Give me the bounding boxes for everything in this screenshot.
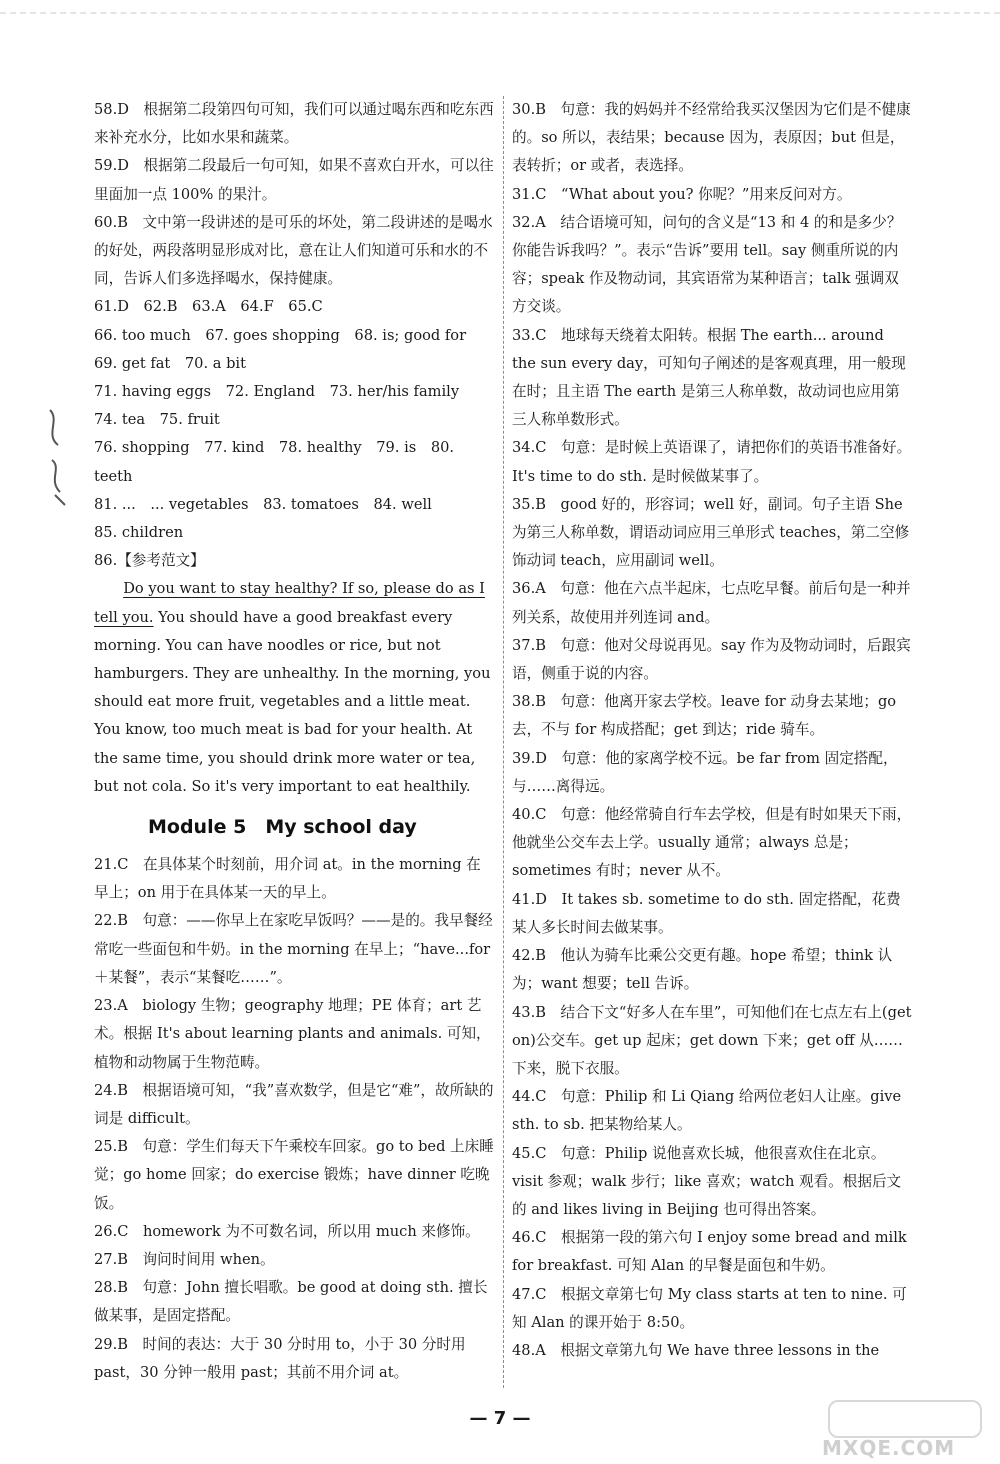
essay-body: You should have a good breakfast every morning. You can have noodles or rice, but not hamburgers. They are unhealthy. In the morning, you should eat more fruit, vegetables and a little meat. You know, too much meat is bad for your health. At the same time, you should drink more water or tea, but not cola. So it's very important to eat healthily. — [94, 608, 491, 795]
answer-entry: 38.B 句意：他离开家去学校。leave for 动身去某地；go 去，不与 for 构成搭配；get 到达；ride 骑车。 — [512, 693, 897, 739]
answer-entry: 22.B 句意：——你早上在家吃早饭吗？——是的。我早餐经常吃一些面包和牛奶。in the morning 在早上；“have...for＋某餐”，表示“某餐吃……”。 — [94, 912, 493, 986]
answer-entry: 34.C 句意：是时候上英语课了，请把你们的英语书准备好。It's time to do sth. 是时候做某事了。 — [512, 439, 912, 485]
page-number: — 7 — — [469, 1408, 531, 1429]
answer-entry: 37.B 句意：他对父母说再见。say 作为及物动词时，后跟宾语，侧重于说的内容。 — [512, 636, 911, 683]
answer-entry: 44.C 句意：Philip 和 Li Qiang 给两位老妇人让座。give sth. to sb. 把某物给某人。 — [512, 1088, 902, 1134]
model-essay — [94, 575, 494, 801]
answer-entry: 35.B good 好的，形容词；well 好，副词。句子主语 She 为第三人称单数，谓语动词应用三单形式 teaches，第二空修饰动词 teach，应用副词 well。 — [512, 495, 910, 570]
answer-entry: 66. too much 67. goes shopping 68. is; good for — [94, 326, 467, 344]
answer-entry: 25.B 句意：学生们每天下午乘校车回家。go to bed 上床睡觉；go home 回家；do exercise 锻炼；have dinner 吃晚饭。 — [94, 1138, 494, 1212]
answer-entry: 29.B 时间的表达：大于 30 分时用 to，小于 30 分时用 past，30 分钟一般用 past；其前不用介词 at。 — [94, 1335, 466, 1381]
watermark-text: MXQE.COM — [822, 1436, 956, 1460]
answer-entry: 41.D It takes sb. sometime to do sth. 固定搭配，花费某人多长时间去做某事。 — [512, 890, 901, 936]
answer-entry: 36.A 句意：他在六点半起床，七点吃早餐。前后句是一种并列关系，故使用并列连词 and。 — [512, 580, 911, 626]
right-column — [512, 96, 912, 1365]
answer-entry: 28.B 句意：John 擅长唱歌。be good at doing sth. 擅长做某事，是固定搭配。 — [94, 1279, 488, 1325]
watermark-logo — [800, 1398, 1000, 1464]
answer-entry: 33.C 地球每天绕着太阳转。根据 The earth... around the sun every day，可知句子阐述的是客观真理，用一般现在时；且主语 The earth 是第三人称单数，故动词也应用第三人称单数形式。 — [512, 326, 906, 429]
left-column — [94, 96, 494, 1387]
answer-entry: 21.C 在具体某个时刻前，用介词 at。in the morning 在早上；on 用于在具体某一天的早上。 — [94, 856, 481, 902]
answer-entry: 31.C “What about you? 你呢？”用来反问对方。 — [512, 185, 852, 203]
answer-entry: 81. ... ... vegetables 83. tomatoes 84. well — [94, 495, 432, 513]
answer-entry: 30.B 句意：我的妈妈并不经常给我买汉堡因为它们是不健康的。so 所以，表结果；because 因为，表原因；but 但是，表转折；or 或者，表选择。 — [512, 101, 911, 175]
answer-entry: 85. children — [94, 524, 184, 542]
answer-list-b — [94, 851, 494, 1387]
answer-entry: 74. tea 75. fruit — [94, 411, 220, 429]
answer-entry: 27.B 询问时间用 when。 — [94, 1250, 275, 1268]
answer-entry: 60.B 文中第一段讲述的是可乐的坏处，第二段讲述的是喝水的好处，两段落明显形成对比，意在让人们知道可乐和水的不同，告诉人们多选择喝水，保持健康。 — [94, 213, 493, 288]
answer-list-right — [512, 96, 912, 1365]
column-divider — [503, 96, 504, 1388]
answer-entry: 47.C 根据文章第七句 My class starts at ten to nine. 可知 Alan 的课开始于 8:50。 — [512, 1285, 907, 1331]
top-dashed-rule — [0, 12, 1000, 24]
answer-entry: 23.A biology 生物；geography 地理；PE 体育；art 艺术。根据 It's about learning plants and animals. 可知，植物和动物属于生物范畴。 — [94, 997, 491, 1071]
answer-entry: 69. get fat 70. a bit — [94, 354, 246, 372]
handwritten-scribble — [40, 400, 90, 510]
answer-entry: 46.C 根据第一段的第六句 I enjoy some bread and milk for breakfast. 可知 Alan 的早餐是面包和牛奶。 — [512, 1229, 907, 1275]
answer-list-a — [94, 96, 494, 575]
answer-entry: 76. shopping 77. kind 78. healthy 79. is 80. teeth — [94, 439, 455, 485]
answer-entry: 71. having eggs 72. England 73. her/his family — [94, 383, 460, 401]
answer-entry: 39.D 句意：他的家离学校不远。be far from 固定搭配，与……离得远。 — [512, 749, 898, 795]
answer-entry: 42.B 他认为骑车比乘公交更有趣。hope 希望；think 认为；want 想要；tell 告诉。 — [512, 947, 893, 993]
answer-entry: 61.D 62.B 63.A 64.F 65.C — [94, 298, 323, 316]
answer-entry: 24.B 根据语境可知，“我”喜欢数学，但是它“难”，故所缺的词是 difficult。 — [94, 1081, 494, 1127]
answer-entry: 58.D 根据第二段第四句可知，我们可以通过喝东西和吃东西来补充水分，比如水果和蔬菜。 — [94, 101, 494, 147]
watermark-badge-icon — [828, 1400, 982, 1438]
answer-entry: 26.C homework 为不可数名词，所以用 much 来修饰。 — [94, 1222, 480, 1240]
answer-entry: 86.【参考范文】 — [94, 552, 205, 570]
answer-entry: 59.D 根据第二段最后一句可知，如果不喜欢白开水，可以往里面加一点 100% 的果汁。 — [94, 157, 494, 203]
answer-entry: 43.B 结合下文“好多人在车里”，可知他们在七点左右上(get on)公交车。get up 起床；get down 下来；get off 从……下来，脱下衣服。 — [512, 1003, 912, 1077]
answer-entry: 32.A 结合语境可知，问句的含义是“13 和 4 的和是多少？你能告诉我吗？”。表示“告诉”要用 tell。say 侧重所说的内容；speak 作及物动词，其宾语常为某种语言；talk 强调双方交谈。 — [512, 213, 902, 316]
essay-underlined-sentence: Do you want to stay healthy? If so, please do as I tell you. — [94, 580, 485, 626]
answer-entry: 48.A 根据文章第九句 We have three lessons in the — [512, 1341, 880, 1359]
module-title: Module 5 My school day — [148, 816, 417, 839]
answer-entry: 45.C 句意：Philip 说他喜欢长城，他很喜欢住在北京。visit 参观；walk 步行；like 喜欢；watch 观看。根据后文的 and likes living in Beijing 也可得出答案。 — [512, 1144, 902, 1218]
answer-entry: 40.C 句意：他经常骑自行车去学校，但是有时如果天下雨，他就坐公交车去上学。usually 通常；always 总是；sometimes 有时；never 从不。 — [512, 806, 912, 880]
